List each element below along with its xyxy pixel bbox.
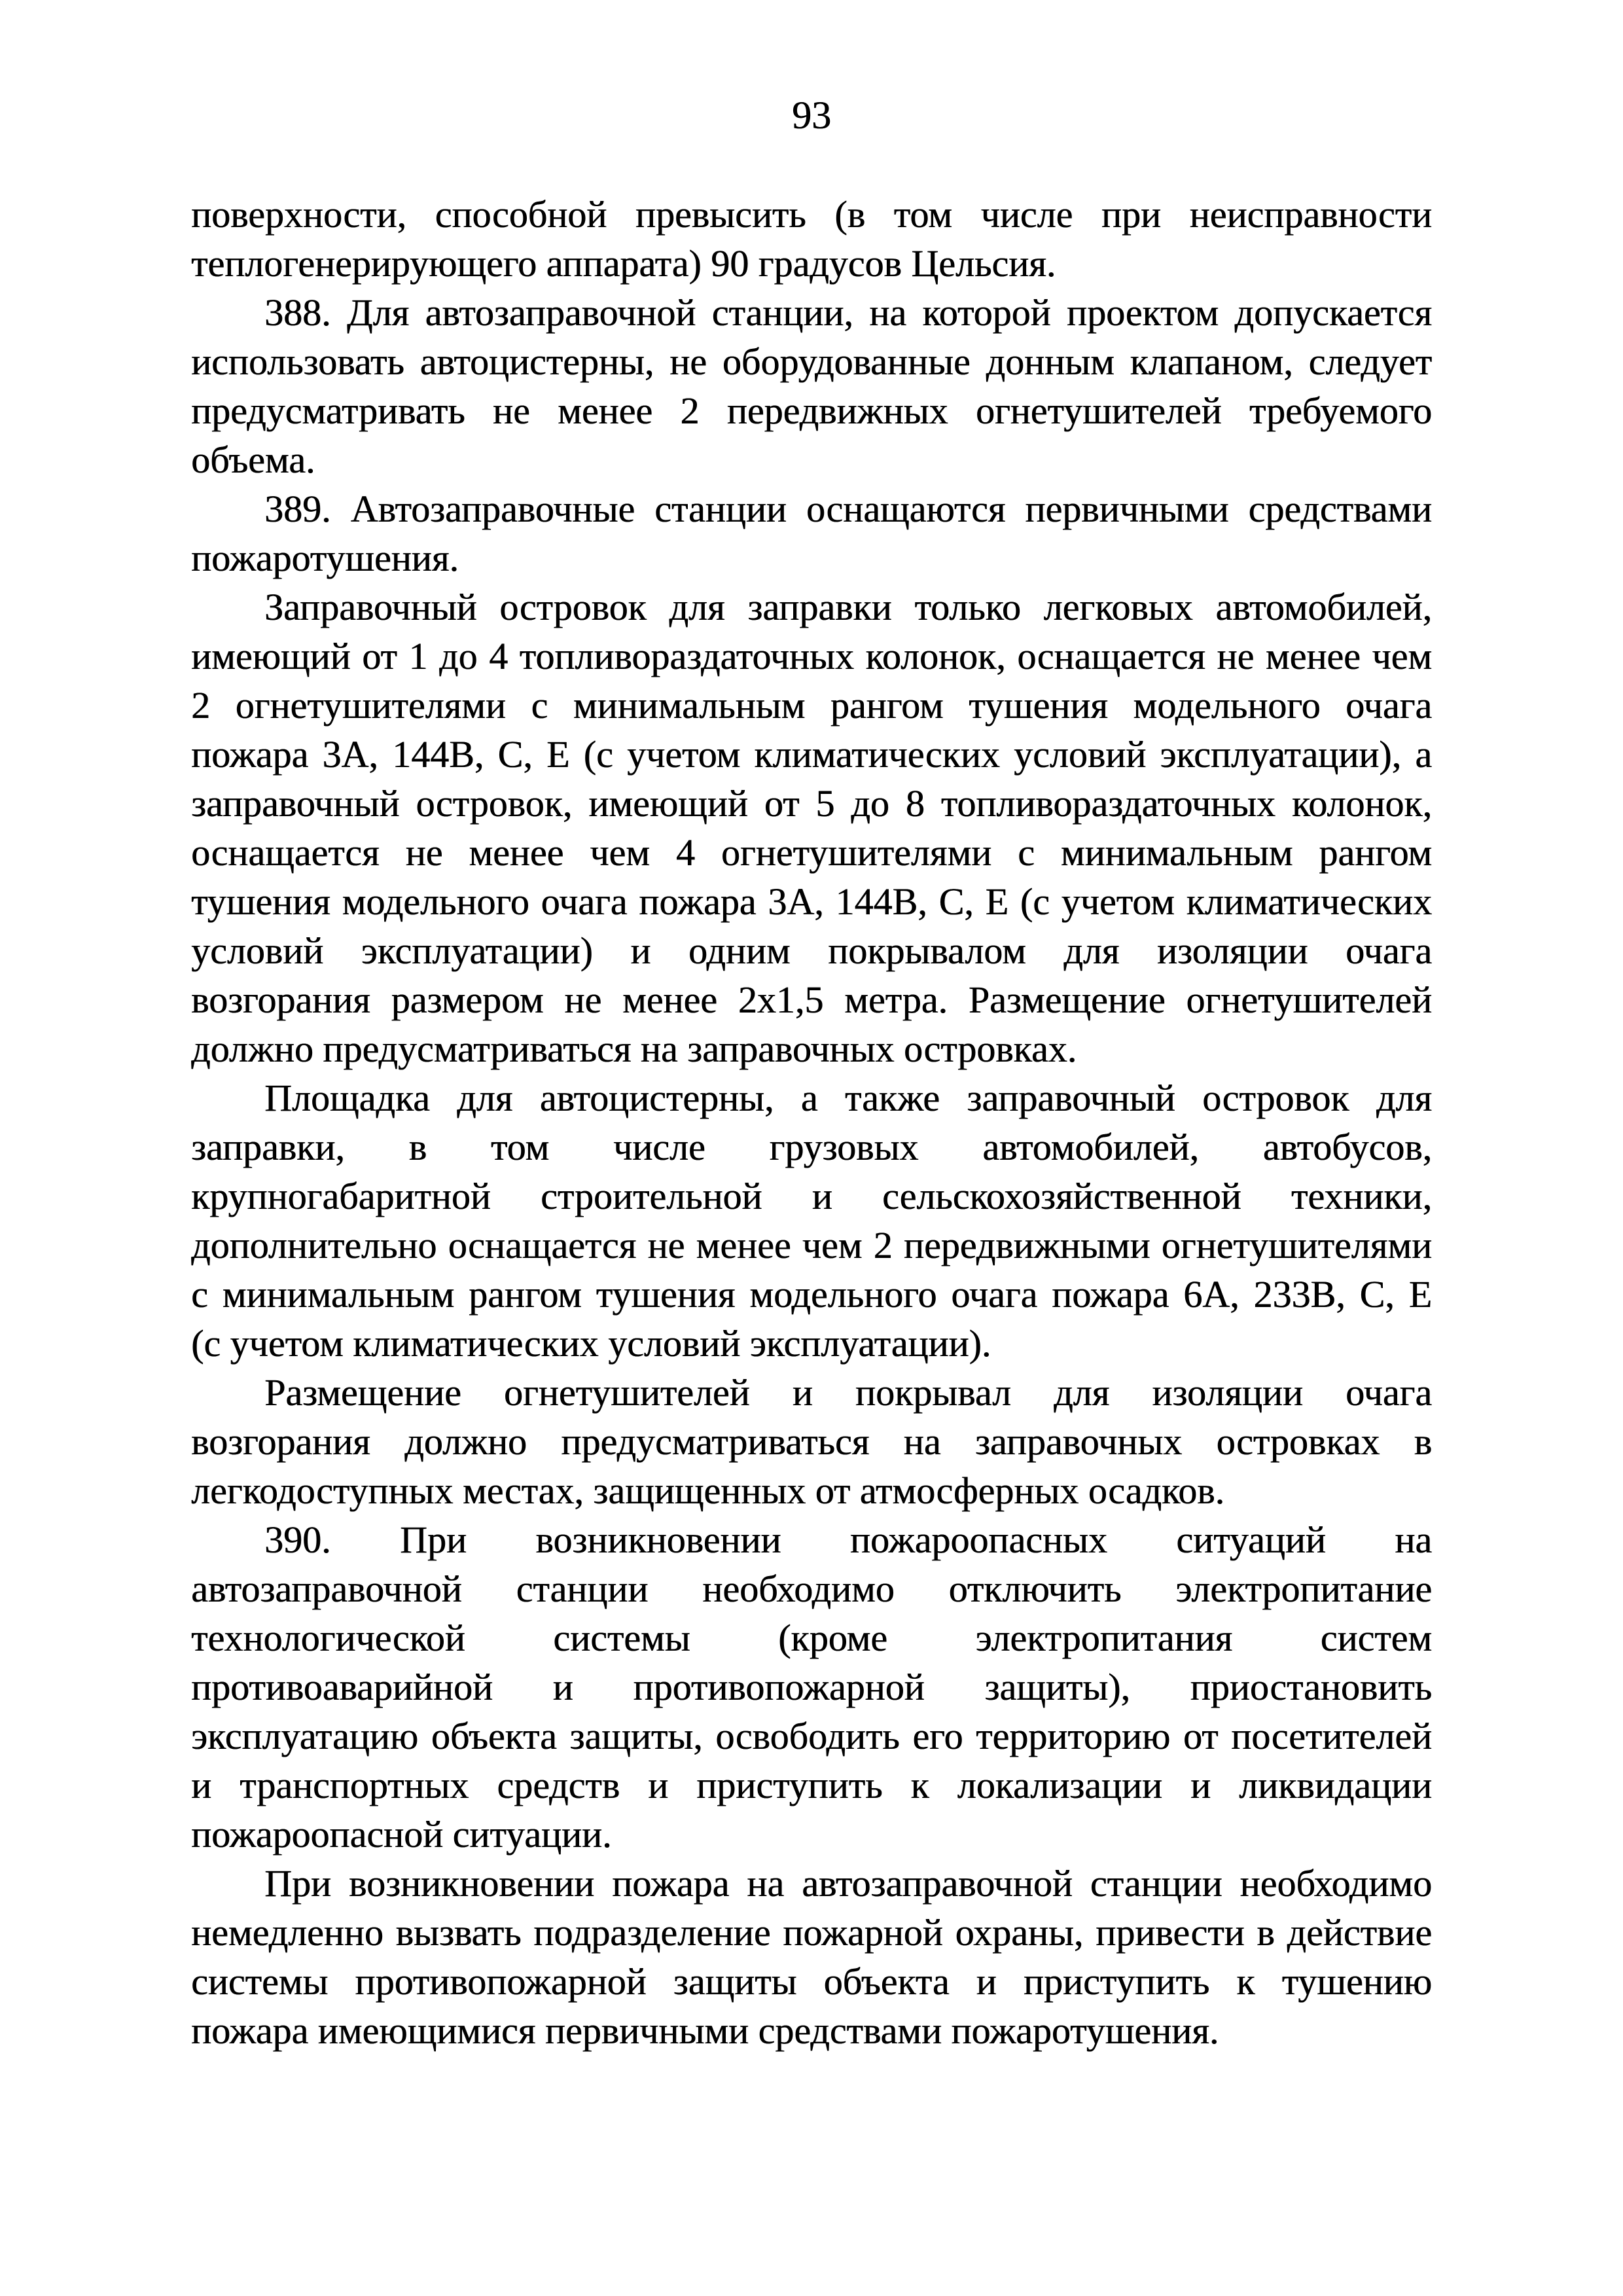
paragraph — [191, 484, 1432, 583]
page-number: 93 — [792, 94, 831, 137]
paragraph — [191, 1073, 1432, 1368]
paragraph — [191, 190, 1432, 288]
text-line: 390. При возникновении пожароопасных ситуаций на — [264, 1518, 1432, 1561]
text-line: При возникновении пожара на автозаправочной станции необходимо — [264, 1862, 1432, 1905]
document-text — [191, 190, 1432, 2055]
text-line: немедленно вызвать подразделение пожарной охраны, привести в действие — [191, 1911, 1432, 1954]
text-line: теплогенерирующего аппарата) 90 градусов Цельсия. — [191, 242, 1056, 285]
text-line: пожара имеющимися первичными средствами пожаротушения. — [191, 2009, 1219, 2052]
paragraph — [191, 288, 1432, 484]
text-line: объема. — [191, 439, 315, 481]
text-line: использовать автоцистерны, не оборудованные донным клапаном, следует — [191, 340, 1432, 383]
text-line: имеющий от 1 до 4 топливораздаточных колонок, оснащается не менее чем — [191, 635, 1432, 677]
text-line: эксплуатацию объекта защиты, освободить его территорию от посетителей — [191, 1715, 1432, 1757]
text-line: заправочный островок, имеющий от 5 до 8 топливораздаточных колонок, — [191, 782, 1432, 825]
text-line: поверхности, способной превысить (в том числе при неисправности — [191, 193, 1432, 236]
text-line: крупногабаритной строительной и сельскохозяйственной техники, — [191, 1175, 1432, 1217]
text-line: предусматривать не менее 2 передвижных огнетушителей требуемого — [191, 389, 1432, 432]
text-line: возгорания должно предусматриваться на заправочных островках в — [191, 1420, 1432, 1463]
text-line: технологической системы (кроме электропитания систем — [191, 1617, 1432, 1659]
text-line: и транспортных средств и приступить к локализации и ликвидации — [191, 1764, 1432, 1806]
text-line: пожаротушения. — [191, 537, 459, 579]
paragraph — [191, 583, 1432, 1073]
text-line: 2 огнетушителями с минимальным рангом тушения модельного очага — [191, 684, 1432, 726]
text-line: должно предусматриваться на заправочных островках. — [191, 1028, 1077, 1070]
text-line: Заправочный островок для заправки только легковых автомобилей, — [264, 586, 1432, 628]
text-line: 389. Автозаправочные станции оснащаются первичными средствами — [264, 488, 1432, 530]
text-line: (с учетом климатических условий эксплуатации). — [191, 1322, 991, 1365]
text-line: противоаварийной и противопожарной защиты), приостановить — [191, 1666, 1432, 1708]
text-line: заправки, в том числе грузовых автомобилей, автобусов, — [191, 1126, 1432, 1168]
text-line: условий эксплуатации) и одним покрывалом для изоляции очага — [191, 929, 1432, 972]
text-line: автозаправочной станции необходимо отключить электропитание — [191, 1568, 1432, 1610]
text-line: тушения модельного очага пожара 3А, 144В, С, Е (с учетом климатических — [191, 880, 1432, 923]
text-line: оснащается не менее чем 4 огнетушителями с минимальным рангом — [191, 831, 1432, 874]
paragraph — [191, 1368, 1432, 1515]
text-line: легкодоступных местах, защищенных от атмосферных осадков. — [191, 1469, 1224, 1512]
paragraph — [191, 1859, 1432, 2055]
text-line: с минимальным рангом тушения модельного очага пожара 6А, 233В, С, Е — [191, 1273, 1432, 1316]
text-line: дополнительно оснащается не менее чем 2 передвижными огнетушителями — [191, 1224, 1432, 1266]
text-line: 388. Для автозаправочной станции, на которой проектом допускается — [264, 291, 1432, 334]
text-line: возгорания размером не менее 2х1,5 метра. Размещение огнетушителей — [191, 978, 1432, 1021]
text-line: Размещение огнетушителей и покрывал для изоляции очага — [264, 1371, 1432, 1414]
paragraph — [191, 1515, 1432, 1859]
text-line: пожароопасной ситуации. — [191, 1813, 612, 1856]
text-line: Площадка для автоцистерны, а также заправочный островок для — [264, 1077, 1432, 1119]
text-line: системы противопожарной защиты объекта и приступить к тушению — [191, 1960, 1432, 2003]
text-line: пожара 3А, 144В, С, Е (с учетом климатических условий эксплуатации), а — [191, 733, 1432, 776]
